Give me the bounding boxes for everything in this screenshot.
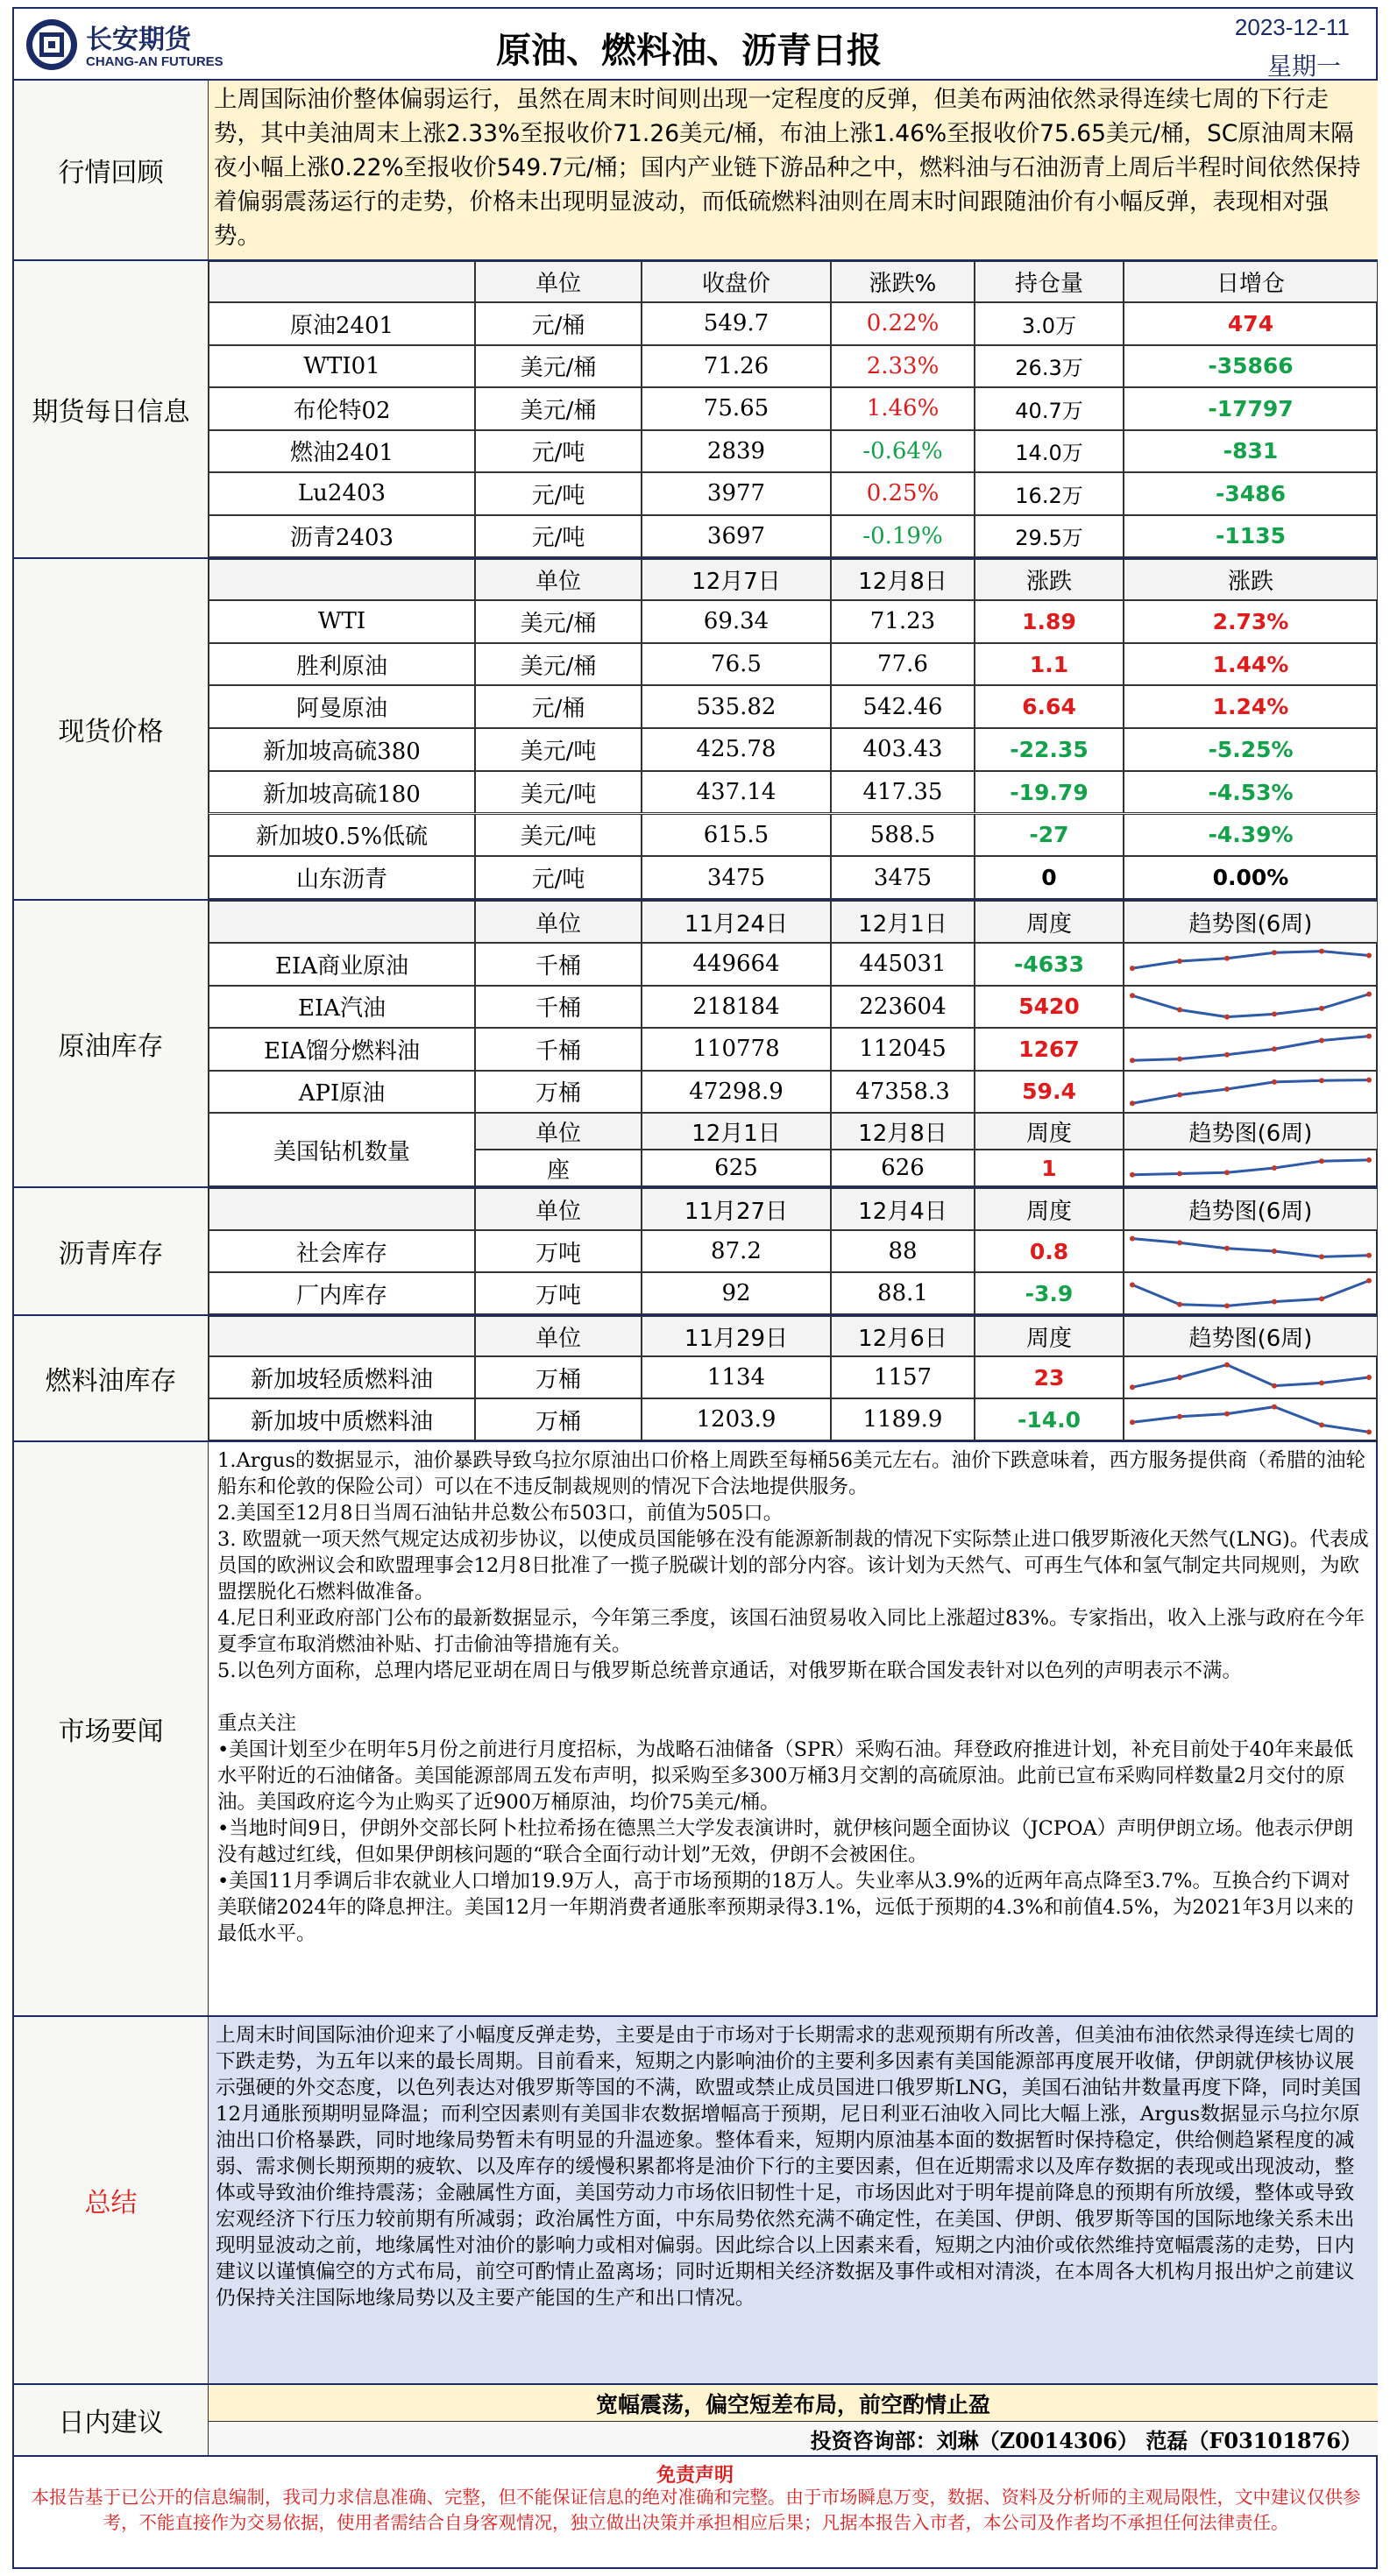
futures-name: 沥青2403 [209,515,475,558]
company-name-cn: 长安期货 [86,25,191,55]
crude-value-curr: 47358.3 [831,1071,975,1114]
futures-header-blank [209,261,475,302]
asphalt-trend-sparkline-cell [1124,1272,1378,1314]
review-section [12,81,1378,261]
crude-trend-sparkline-point [1272,1046,1277,1051]
asphalt-header-blank [209,1188,475,1230]
rig-weekly-change: 1 [975,1150,1124,1186]
futures-name: WTI01 [209,345,475,388]
fuel-header-2: 12月6日 [831,1316,975,1356]
crude-trend-sparkline-cell [1124,943,1378,986]
crude-header-blank [209,901,475,943]
asphalt-trend-sparkline-point [1272,1299,1277,1305]
fuel-unit: 万桶 [475,1398,642,1440]
futures-name: 燃油2401 [209,430,475,473]
news-paragraph: 2.美国至12月8日当周石油钻井总数公布503口，前值为505口。 [217,1502,784,1525]
futures-change: 1.46% [831,387,975,430]
futures-label: 期货每日信息 [14,261,209,557]
disclaimer-text: 本报告基于已公开的信息编制，我司力求信息准确、完整，但不能保证信息的绝对准确和完整。由于市场瞬息万变，数据、资料及分析师的主观局限性，文中建议仅供参考，不能直接作为交易依据，使用者需结合自身客观情况，独立做出决策并承担相应后果；凡据本报告入市者，本公司及作者均不承担任何法律责任。 [31,2487,1361,2533]
news-label: 市场要闻 [14,1442,209,2015]
advice-label: 日内建议 [14,2385,209,2455]
crude-trend-sparkline-point [1366,953,1372,959]
crude-weekly-change: -4633 [975,943,1124,986]
fuel-trend-sparkline-point [1366,1375,1372,1380]
spot-header-0: 单位 [475,559,642,600]
crude-trend-sparkline-line [1132,1037,1369,1061]
crude-trend-sparkline-point [1319,1005,1324,1010]
disclaimer-title: 免责声明 [656,2465,734,2487]
fuel-trend-sparkline-point [1224,1362,1230,1368]
futures-change: 2.33% [831,345,975,388]
crude-weekly-change: 1267 [975,1028,1124,1071]
rig-header-2: 12月8日 [831,1113,975,1150]
summary-paragraph: 上周末时间国际油价迎来了小幅度反弹走势，主要是由于市场对于长期需求的悲观预期有所改善，但美油布油依然录得连续七周的下跌走势，为五年以来的最长周期。目前看来，短期之内影响油价的主要利多因素有美国能源部再度展开收储，伊朗就伊核协议展示强硬的外交态度，以色列表达对俄罗斯等国的不满，欧盟或禁止成员国进口俄罗斯LNG，美国石油钻井数量再度下降，同时美国12月通胀预期明显降温；而利空因素则有美国非农数据增幅高于预期，尼日利亚石油收入同比大幅上涨，Argus数据显示乌拉尔原油出口价格暴跌，同时地缘局势暂未有明显的升温迹象。整体看来，短期内原油基本面的数据暂时保持稳定，供给侧趋紧程度的减弱、需求侧长期预期的疲软、以及库存的缓慢积累都将是油价下行的主要因素，但在近期需求以及库存数据的表现或出现波动，整体或导致油价维持震荡；金融属性方面，美国劳动力市场依旧韧性十足，市场因此对于明年提前降息的预期有所放缓，整体或导致宏观经济下行压力较前期有所减弱；政治属性方面，中东局势依然充满不确定性，在美国、伊朗、俄罗斯等国的国际地缘关系未出现明显波动之前，地缘属性对油价的影响力或相对偏弱。因此综合以上因素来看，短期之内油价或依然维持宽幅震荡的走势，日内建议以谨慎偏空的方式布局，前空可酌情止盈离场；同时近期相关经济数据及事件或相对清淡，在本周各大机构月报出炉之前建议仍保持关注国际地缘局势以及主要产能国的生产和出口情况。 [216,2024,1362,2310]
news-paragraph: 5.以色列方面称，总理内塔尼亚胡在周日与俄罗斯总统普京通话，对俄罗斯在联合国发表针对以色列的声明表示不满。 [217,1660,1242,1682]
spot-change: 0 [975,856,1124,899]
asphalt-header-1: 11月27日 [642,1188,831,1230]
fuel-trend-sparkline-point [1319,1380,1324,1385]
spot-change-pct: 2.73% [1124,600,1378,643]
asphalt-weekly-change: 0.8 [975,1230,1124,1272]
crude-trend-sparkline [1125,1072,1376,1112]
futures-header-3: 持仓量 [975,261,1124,302]
crude-trend-sparkline-point [1177,959,1182,964]
rig-trend-sparkline-point [1177,1171,1182,1177]
crude-trend-sparkline [1125,1030,1376,1069]
crude-trend-sparkline-cell [1124,1028,1378,1071]
futures-unit: 美元/桶 [475,387,642,430]
fuel-trend-sparkline-point [1130,1384,1135,1390]
spot-change: 1.1 [975,643,1124,686]
crude-unit: 万桶 [475,1071,642,1114]
company-name-en: CHANG-AN FUTURES [86,54,223,69]
spot-change: -22.35 [975,728,1124,771]
rig-count-name: 美国钻机数量 [209,1113,475,1186]
crude-trend-sparkline-point [1272,1079,1277,1084]
asphalt-trend-sparkline-point [1319,1296,1324,1301]
summary-label: 总结 [14,2017,209,2383]
review-text [209,81,1378,259]
futures-close: 3977 [642,472,831,515]
futures-open-interest: 26.3万 [975,345,1124,388]
futures-close: 75.65 [642,387,831,430]
crude-trend-sparkline-point [1224,1014,1230,1019]
spot-change-pct: 1.44% [1124,643,1378,686]
crude-value-curr: 445031 [831,943,975,986]
fuel-name: 新加坡轻质燃料油 [209,1356,475,1398]
fuel-trend-sparkline-point [1272,1405,1277,1410]
spot-price-prev: 615.5 [642,814,831,857]
spot-header-blank [209,559,475,600]
crude-trend-sparkline-point [1130,966,1135,971]
spot-price-prev: 76.5 [642,643,831,686]
futures-header-2: 涨跌% [831,261,975,302]
futures-oi-change: -3486 [1124,472,1378,515]
rig-header-3: 周度 [975,1113,1124,1150]
crude-header-1: 11月24日 [642,901,831,943]
futures-header-0: 单位 [475,261,642,302]
crude-name: EIA商业原油 [209,943,475,986]
rig-header-4: 趋势图(6周) [1124,1113,1378,1150]
news-paragraph: •美国11月季调后非农就业人口增加19.9万人，高于市场预期的18万人。失业率从3.9%的近两年高点降至3.7%。互换合约下调对美联储2024年的降息押注。美国12月一年期消费者通胀率预期录得3.1%，远低于预期的4.3%和前值4.5%，为2021年3月以来的最低水平。 [217,1870,1354,1945]
news-paragraph: 重点关注 [217,1712,297,1735]
crude-trend-sparkline-point [1319,949,1324,954]
rig-header-0: 单位 [475,1113,642,1150]
fuel-trend-sparkline-point [1319,1422,1324,1427]
fuel-weekly-change: 23 [975,1356,1124,1398]
crude-trend-sparkline-cell [1124,1071,1378,1114]
news-paragraph: 1.Argus的数据显示，油价暴跌导致乌拉尔原油出口价格上周跌至每桶56美元左右。油价下跌意味着，西方服务提供商（希腊的油轮船东和伦敦的保险公司）可以在不违反制裁规则的情况下合法地提供服务。 [217,1449,1366,1498]
advice-text: 宽幅震荡，偏空短差布局，前空酌情止盈 [209,2385,1378,2422]
crude-value-prev: 47298.9 [642,1071,831,1114]
company-logo [23,16,223,77]
crude-trend-sparkline-point [1130,993,1135,998]
rig-unit: 座 [475,1150,642,1186]
futures-close: 3697 [642,515,831,558]
summary-body [209,2017,1378,2383]
asphalt-value-curr: 88 [831,1230,975,1272]
crude-trend-sparkline-point [1366,991,1372,996]
crude-unit: 千桶 [475,1028,642,1071]
spot-price-prev: 69.34 [642,600,831,643]
futures-open-interest: 14.0万 [975,430,1124,473]
spot-price-curr: 3475 [831,856,975,899]
futures-open-interest: 3.0万 [975,302,1124,345]
asphalt-trend-sparkline-point [1366,1278,1372,1284]
rig-header-1: 12月1日 [642,1113,831,1150]
asphalt-trend-sparkline-point [1177,1302,1182,1307]
asphalt-inventory-label: 沥青库存 [14,1188,209,1314]
spot-change: 1.89 [975,600,1124,643]
asphalt-trend-sparkline-line [1132,1239,1369,1257]
crude-value-prev: 449664 [642,943,831,986]
fuel-trend-sparkline-point [1272,1384,1277,1389]
fuel-trend-sparkline-cell [1124,1398,1378,1440]
futures-close: 2839 [642,430,831,473]
rig-trend-sparkline-point [1272,1165,1277,1171]
crude-trend-sparkline-line [1132,952,1369,969]
fuel-inventory-label: 燃料油库存 [14,1316,209,1440]
asphalt-trend-sparkline-point [1272,1249,1277,1254]
fuel-header-0: 单位 [475,1316,642,1356]
crude-trend-sparkline-point [1272,950,1277,955]
spot-name: 山东沥青 [209,856,475,899]
spot-change-pct: -4.53% [1124,771,1378,814]
futures-table [209,261,1378,557]
asphalt-inventory-table [209,1188,1378,1314]
report-title: 原油、燃料油、沥青日报 [496,31,882,71]
futures-change: 0.25% [831,472,975,515]
crude-trend-sparkline [1125,987,1376,1027]
crude-trend-sparkline-point [1319,1078,1324,1083]
rig-trend-sparkline [1125,1151,1376,1185]
futures-name: Lu2403 [209,472,475,515]
spot-price-curr: 71.23 [831,600,975,643]
crude-trend-sparkline-point [1319,1038,1324,1044]
fuel-header-blank [209,1316,475,1356]
news-paragraph: 4.尼日利亚政府部门公布的最新数据显示，今年第三季度，该国石油贸易收入同比上涨超过83%。专家指出，收入上涨与政府在今年夏季宣布取消燃油补贴、打击偷油等措施有关。 [217,1607,1365,1656]
spot-label: 现货价格 [14,559,209,899]
crude-trend-sparkline-line [1132,1079,1369,1103]
advice-consultants: 投资咨询部：刘琳（Z0014306） 范磊（F03101876） [209,2422,1378,2455]
asphalt-value-prev: 87.2 [642,1230,831,1272]
asphalt-header-4: 趋势图(6周) [1124,1188,1378,1230]
fuel-trend-sparkline-point [1224,1412,1230,1417]
futures-oi-change: -831 [1124,430,1378,473]
spot-header-2: 12月8日 [831,559,975,600]
spot-header-1: 12月7日 [642,559,831,600]
asphalt-name: 社会库存 [209,1230,475,1272]
summary-section [12,2017,1378,2385]
fuel-name: 新加坡中质燃料油 [209,1398,475,1440]
crude-value-curr: 223604 [831,986,975,1029]
crude-trend-sparkline-point [1177,1007,1182,1012]
crude-trend-sparkline-point [1130,1100,1135,1106]
crude-name: EIA汽油 [209,986,475,1029]
spot-name: 胜利原油 [209,643,475,686]
asphalt-name: 厂内库存 [209,1272,475,1314]
crude-header-2: 12月1日 [831,901,975,943]
futures-oi-change: -17797 [1124,387,1378,430]
fuel-header-3: 周度 [975,1316,1124,1356]
crude-unit: 千桶 [475,943,642,986]
spot-unit: 元/吨 [475,856,642,899]
asphalt-inventory-section [12,1188,1378,1316]
rig-trend-sparkline-point [1319,1158,1324,1164]
fuel-unit: 万桶 [475,1356,642,1398]
asphalt-trend-sparkline-point [1319,1254,1324,1259]
crude-name: EIA馏分燃料油 [209,1028,475,1071]
futures-name: 原油2401 [209,302,475,345]
spot-header-4: 涨跌 [1124,559,1378,600]
crude-header-3: 周度 [975,901,1124,943]
asphalt-unit: 万吨 [475,1230,642,1272]
logo-icon [25,18,79,72]
futures-oi-change: 474 [1124,302,1378,345]
futures-change: -0.19% [831,515,975,558]
fuel-header-1: 11月29日 [642,1316,831,1356]
fuel-value-prev: 1134 [642,1356,831,1398]
crude-header-4: 趋势图(6周) [1124,901,1378,943]
fuel-value-curr: 1157 [831,1356,975,1398]
spot-change: -19.79 [975,771,1124,814]
asphalt-header-3: 周度 [975,1188,1124,1230]
futures-unit: 美元/桶 [475,345,642,388]
futures-change: -0.64% [831,430,975,473]
spot-price-prev: 3475 [642,856,831,899]
futures-change: 0.22% [831,302,975,345]
spot-price-curr: 588.5 [831,814,975,857]
fuel-value-prev: 1203.9 [642,1398,831,1440]
asphalt-trend-sparkline-point [1224,1303,1230,1308]
crude-trend-sparkline-point [1224,956,1230,961]
review-paragraph: 上周国际油价整体偏弱运行，虽然在周末时间则出现一定程度的反弹，但美布两油依然录得连续七周的下行走势，其中美油周末上涨2.33%至报收价71.26美元/桶，布油上涨1.46%至报收价75.65美元/桶，SC原油周末隔夜小幅上涨0.22%至报收价549.7元/桶；国内产业链下游品种之中，燃料油与石油沥青上周后半程时间依然保持着偏弱震荡运行的走势，价格未出现明显波动，而低硫燃料油则在周末时间跟随油价有小幅反弹，表现相对强势。 [214,86,1361,250]
futures-open-interest: 16.2万 [975,472,1124,515]
spot-header-3: 涨跌 [975,559,1124,600]
fuel-trend-sparkline [1125,1358,1376,1397]
crude-trend-sparkline-point [1224,1086,1230,1092]
asphalt-trend-sparkline [1125,1232,1376,1270]
report-header [12,7,1378,81]
report-date: 2023-12-11 [1234,14,1350,40]
spot-change-pct: 0.00% [1124,856,1378,899]
crude-name: API原油 [209,1071,475,1114]
fuel-trend-sparkline-line [1132,1365,1369,1388]
asphalt-unit: 万吨 [475,1272,642,1314]
spot-price-prev: 437.14 [642,771,831,814]
crude-value-curr: 112045 [831,1028,975,1071]
futures-unit: 元/吨 [475,515,642,558]
futures-unit: 元/桶 [475,302,642,345]
futures-open-interest: 40.7万 [975,387,1124,430]
asphalt-value-prev: 92 [642,1272,831,1314]
asphalt-trend-sparkline-point [1224,1246,1230,1251]
rig-value-prev: 625 [642,1150,831,1186]
asphalt-trend-sparkline-line [1132,1281,1369,1306]
rig-trend-sparkline-point [1130,1172,1135,1178]
asphalt-header-2: 12月4日 [831,1188,975,1230]
crude-trend-sparkline [1125,945,1376,984]
asphalt-trend-sparkline-point [1177,1240,1182,1245]
rig-value-curr: 626 [831,1150,975,1186]
fuel-trend-sparkline-line [1132,1407,1369,1433]
news-body [209,1442,1378,2015]
crude-trend-sparkline-line [1132,994,1369,1016]
crude-value-prev: 110778 [642,1028,831,1071]
review-label: 行情回顾 [14,81,209,259]
fuel-trend-sparkline-point [1177,1375,1182,1380]
crude-trend-sparkline-point [1366,1034,1372,1039]
futures-unit: 元/吨 [475,472,642,515]
news-paragraph: •当地时间9日，伊朗外交部长阿卜杜拉希扬在德黑兰大学发表演讲时，就伊核问题全面协议（JCPOA）声明伊朗立场。他表示伊朗没有越过红线，但如果伊朗核问题的“联合全面行动计划”无效，伊朗不会被困住。 [217,1817,1354,1866]
spot-change-pct: -4.39% [1124,814,1378,857]
futures-oi-change: -1135 [1124,515,1378,558]
fuel-trend-sparkline [1125,1400,1376,1439]
asphalt-weekly-change: -3.9 [975,1272,1124,1314]
crude-trend-sparkline-cell [1124,986,1378,1029]
spot-unit: 美元/桶 [475,600,642,643]
crude-value-prev: 218184 [642,986,831,1029]
futures-unit: 元/吨 [475,430,642,473]
news-paragraph: 3. 欧盟就一项天然气规定达成初步协议，以使成员国能够在没有能源新制裁的情况下实际禁止进口俄罗斯液化天然气(LNG)。代表成员国的欧洲议会和欧盟理事会12月8日批准了一揽子脱碳计划的部分内容。该计划为天然气、可再生气体和氢气制定共同规则，为欧盟摆脱化石燃料做准备。 [217,1528,1369,1603]
spot-unit: 美元/桶 [475,643,642,686]
crude-trend-sparkline-point [1366,1077,1372,1082]
rig-trend-sparkline-line [1132,1160,1369,1175]
report-weekday: 星期一 [1266,52,1341,81]
futures-section [12,261,1378,559]
spot-change-pct: -5.25% [1124,728,1378,771]
spot-change-pct: 1.24% [1124,685,1378,728]
spot-name: 新加坡高硫180 [209,771,475,814]
spot-price-curr: 77.6 [831,643,975,686]
asphalt-value-curr: 88.1 [831,1272,975,1314]
fuel-trend-sparkline-point [1366,1429,1372,1434]
crude-unit: 千桶 [475,986,642,1029]
spot-name: 新加坡0.5%低硫 [209,814,475,857]
spot-name: WTI [209,600,475,643]
crude-trend-sparkline-point [1272,1011,1277,1016]
crude-inventory-table [209,901,1378,1186]
asphalt-header-0: 单位 [475,1188,642,1230]
futures-oi-change: -35866 [1124,345,1378,388]
advice-section [12,2385,1378,2457]
fuel-weekly-change: -14.0 [975,1398,1124,1440]
crude-trend-sparkline-point [1224,1052,1230,1058]
spot-price-prev: 425.78 [642,728,831,771]
disclaimer-section [12,2457,1378,2569]
crude-trend-sparkline-point [1130,1058,1135,1063]
spot-unit: 元/桶 [475,685,642,728]
news-paragraph: •美国计划至少在明年5月份之前进行月度招标，为战略石油储备（SPR）采购石油。拜登政府推进计划，补充目前处于40年来最低水平附近的石油储备。美国能源部周五发布声明，拟采购至多300万桶3月交割的高硫原油。此前已宣布采购同样数量2月交付的原油。美国政府迄今为止购买了近900万桶原油，均价75美元/桶。 [217,1738,1354,1814]
futures-name: 布伦特02 [209,387,475,430]
spot-price-curr: 403.43 [831,728,975,771]
fuel-inventory-section [12,1316,1378,1442]
crude-header-0: 单位 [475,901,642,943]
spot-price-prev: 535.82 [642,685,831,728]
spot-table [209,559,1378,899]
crude-weekly-change: 5420 [975,986,1124,1029]
futures-close: 71.26 [642,345,831,388]
asphalt-trend-sparkline-point [1366,1253,1372,1258]
rig-trend-sparkline-point [1366,1157,1372,1163]
crude-inventory-section [12,901,1378,1188]
spot-section [12,559,1378,901]
spot-price-curr: 417.35 [831,771,975,814]
crude-trend-sparkline-point [1177,1092,1182,1097]
fuel-trend-sparkline-point [1177,1414,1182,1419]
crude-trend-sparkline-point [1177,1057,1182,1062]
asphalt-trend-sparkline-cell [1124,1230,1378,1272]
fuel-value-curr: 1189.9 [831,1398,975,1440]
asphalt-trend-sparkline-point [1130,1282,1135,1287]
fuel-inventory-table [209,1316,1378,1440]
futures-header-1: 收盘价 [642,261,831,302]
futures-close: 549.7 [642,302,831,345]
rig-trend-sparkline-cell [1124,1150,1378,1186]
futures-open-interest: 29.5万 [975,515,1124,558]
crude-inventory-label: 原油库存 [14,901,209,1186]
spot-unit: 美元/吨 [475,814,642,857]
futures-header-4: 日增仓 [1124,261,1378,302]
crude-weekly-change: 59.4 [975,1071,1124,1114]
spot-unit: 美元/吨 [475,728,642,771]
asphalt-trend-sparkline-point [1130,1236,1135,1242]
fuel-trend-sparkline-point [1130,1419,1135,1425]
spot-change: 6.64 [975,685,1124,728]
fuel-trend-sparkline-cell [1124,1356,1378,1398]
spot-name: 新加坡高硫380 [209,728,475,771]
spot-price-curr: 542.46 [831,685,975,728]
news-spacer [217,1684,1369,1710]
asphalt-trend-sparkline [1125,1274,1376,1313]
spot-change: -27 [975,814,1124,857]
spot-unit: 美元/吨 [475,771,642,814]
news-section [12,1442,1378,2017]
spot-name: 阿曼原油 [209,685,475,728]
fuel-header-4: 趋势图(6周) [1124,1316,1378,1356]
rig-trend-sparkline-point [1224,1170,1230,1175]
